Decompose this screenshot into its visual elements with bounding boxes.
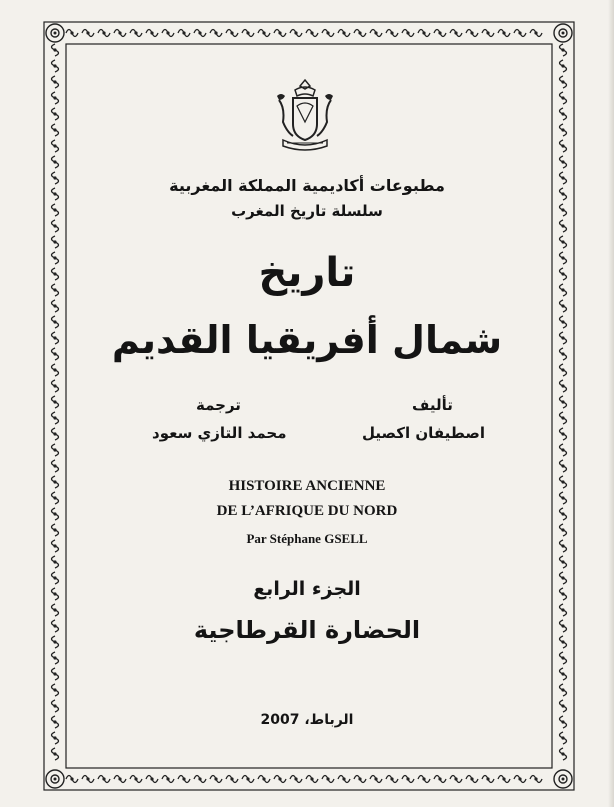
volume-label: الجزء الرابع <box>253 578 361 600</box>
french-title-line-1: HISTOIRE ANCIENNE <box>228 478 386 494</box>
scan-edge-shadow <box>608 0 614 807</box>
title-line-1: تاريخ <box>258 250 356 296</box>
author-name: اصطيفان اكصيل <box>362 424 485 442</box>
title-line-2: شمال أفريقيا القديم <box>111 318 503 362</box>
french-title-line-2: DE L’AFRIQUE DU NORD <box>216 503 398 519</box>
translator-name: محمد التازي سعود <box>152 424 287 442</box>
imprint-line: الرباط، 2007 <box>260 712 354 728</box>
publisher-line: مطبوعات أكاديمية المملكة المغربية <box>169 176 445 195</box>
royal-coat-of-arms-icon <box>269 76 341 152</box>
volume-subtitle: الحضارة القرطاجية <box>193 616 421 644</box>
series-line: سلسلة تاريخ المغرب <box>231 202 383 220</box>
french-author-line: Par Stéphane GSELL <box>246 531 368 546</box>
author-label: تأليف <box>412 396 453 414</box>
translator-label: ترجمة <box>196 396 241 414</box>
